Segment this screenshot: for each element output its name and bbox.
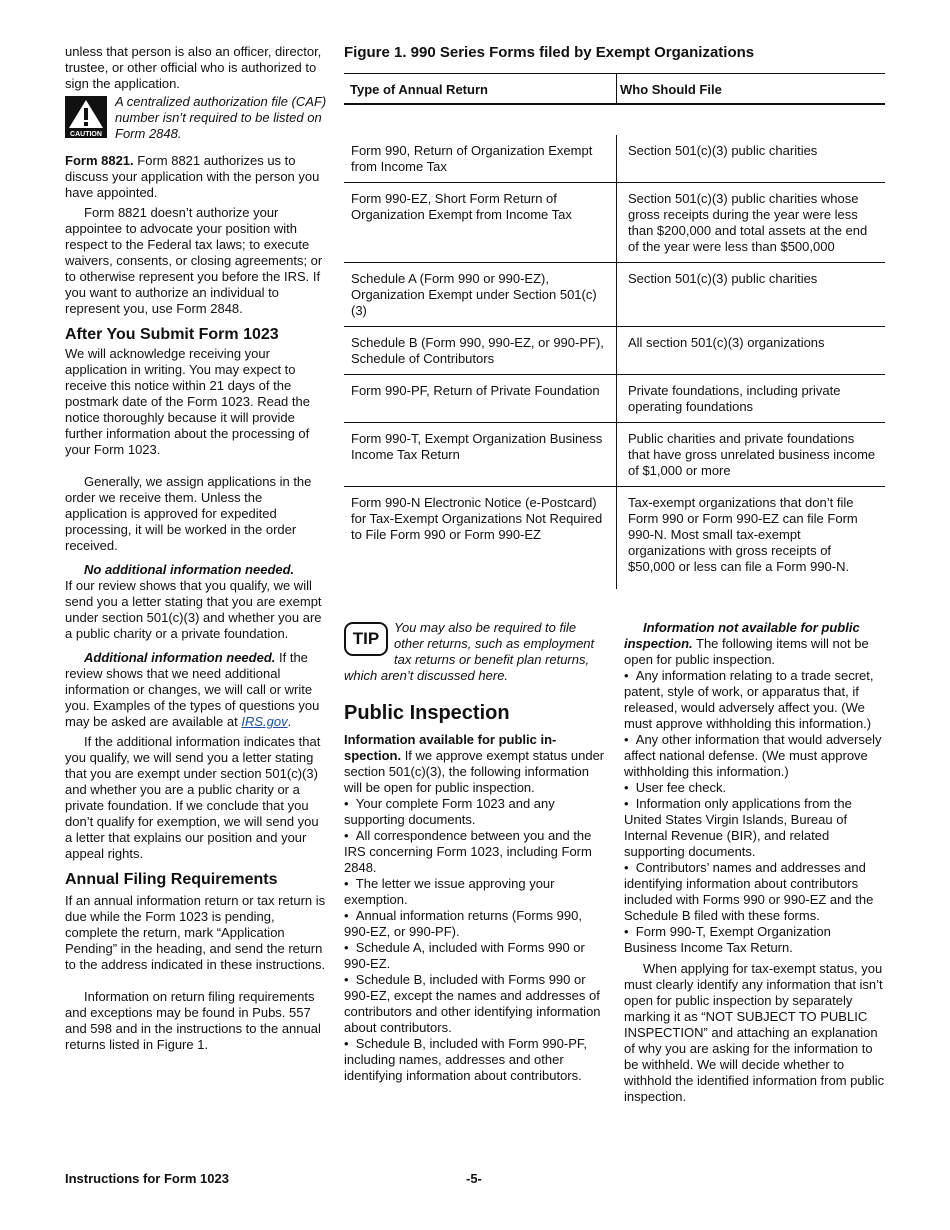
table-row <box>344 487 885 590</box>
list-item: • Any other information that would adversely affect national defense. (We must approve withholding this information.) <box>624 732 886 780</box>
not-available-text: The following items will not be open for public inspection. <box>624 636 869 667</box>
table-cell-who: Tax-exempt organizations that don’t file Form 990 or Form 990-EZ can file Form 990-N. Most small tax-exempt organizations with gross receipts of $50,000 or less can file a Form 990-N. <box>617 487 886 590</box>
form8821-paragraph <box>65 153 327 201</box>
table-cell-who: Section 501(c)(3) public charities <box>617 263 886 327</box>
after-submit-paragraph-1: We will acknowledge receiving your application in writing. You may expect to receive this notice within 21 days of the postmark date of the Form 1023. Read the notice thoroughly because it will provide further information about the processing of your Form 1023. <box>65 346 310 457</box>
table-spacer-row <box>344 104 885 135</box>
figure-1-table <box>344 73 885 589</box>
table-row <box>344 183 885 263</box>
list-item: • Any information relating to a trade secret, patent, style of work, or apparatus that, if released, would adversely affect you. (We must approve withholding this information.) <box>624 668 886 732</box>
table-row <box>344 263 885 327</box>
irs-gov-link[interactable]: IRS.gov <box>241 714 288 729</box>
list-item: • Form 990-T, Exempt Organization Business Income Tax Return. <box>624 924 886 956</box>
annual-filing-paragraph-1: If an annual information return or tax return is due while the Form 1023 is pending, complete the return, mark “Application Pending” in the heading, and send the return to the address indicated in these instructions. <box>65 893 326 972</box>
table-row <box>344 375 885 423</box>
figure-title: Figure 1. 990 Series Forms filed by Exempt Organizations <box>344 44 755 61</box>
table-cell-return: Schedule A (Form 990 or 990-EZ), Organization Exempt under Section 501(c)(3) <box>344 263 617 327</box>
annual-filing-heading: Annual Filing Requirements <box>65 871 278 888</box>
table-cell-who: Section 501(c)(3) public charities <box>617 135 886 183</box>
table-cell-who: Public charities and private foundations that have gross unrelated business income of $1,000 or more <box>617 423 886 487</box>
tip-icon: TIP <box>344 622 388 656</box>
intro-paragraph: unless that person is also an officer, director, trustee, or other official who is authorized to sign the application. <box>65 44 322 91</box>
after-submit-paragraph-2: Generally, we assign applications in the order we receive them. Unless the application is approved for expedited processing, it will be worked in the order received. <box>65 474 312 553</box>
tip-note <box>344 620 606 684</box>
no-additional-info-runin: No additional information needed. <box>84 562 295 577</box>
table-cell-who: Private foundations, including private operating foundations <box>617 375 886 423</box>
additional-info-text: If the review shows that we need additional information or changes, we will call or write you. Examples of the types of questions you may be asked are available at <box>65 650 320 729</box>
table-row <box>344 327 885 375</box>
middle-column <box>344 620 606 1084</box>
no-additional-info-text: If our review shows that you qualify, we will send you a letter stating that you are exempt under section 501(c)(3) and whether you are a public charity or a private foundation. <box>65 578 322 641</box>
table-cell-return: Form 990-EZ, Short Form Return of Organization Exempt from Income Tax <box>344 183 617 263</box>
table-cell-who: All section 501(c)(3) organizations <box>617 327 886 375</box>
no-additional-info-paragraph <box>65 562 327 642</box>
table-cell-return: Form 990-PF, Return of Private Foundation <box>344 375 617 423</box>
form8821-paragraph-2: Form 8821 doesn’t authorize your appointee to advocate your position with respect to the Federal tax laws; to execute waivers, consents, or closing agreements; or to otherwise represent you before the IRS. If you want to authorize an individual to represent you, use Form 2848. <box>65 205 323 316</box>
table-cell-return: Form 990-T, Exempt Organization Business Income Tax Return <box>344 423 617 487</box>
list-item: • Your complete Form 1023 and any supporting documents. <box>344 796 606 828</box>
list-item: • Information only applications from the United States Virgin Islands, Bureau of Internal Revenue (BIR), and related supporting documents. <box>624 796 886 860</box>
list-item: • All correspondence between you and the IRS concerning Form 1023, including Form 2848. <box>344 828 606 876</box>
available-info-paragraph <box>344 732 606 796</box>
public-inspection-heading: Public Inspection <box>344 702 510 724</box>
additional-info-paragraph <box>65 650 327 730</box>
available-info-text: If we approve exempt status under section 501(c)(3), the following information will be open for public inspection. <box>344 748 605 795</box>
tip-text: You may also be required to file other returns, such as employment tax returns or benefit plan returns, which aren’t discussed here. <box>344 620 595 683</box>
table-cell-return: Schedule B (Form 990, 990-EZ, or 990-PF), Schedule of Contributors <box>344 327 617 375</box>
footer-form-title: Instructions for Form 1023 <box>65 1171 229 1186</box>
caution-text: A centralized authorization file (CAF) number isn’t required to be listed on Form 2848. <box>115 94 327 141</box>
closing-paragraph: When applying for tax-exempt status, you must clearly identify any information that isn’t open for public inspection by separately marking it as “NOT SUBJECT TO PUBLIC INSPECTION” and attaching an explanation of why you are asking for the information to be withheld. We will decide whether to withhold the identified information from public inspection. <box>624 961 885 1104</box>
list-item: • User fee check. <box>624 780 886 796</box>
list-item: • Schedule A, included with Forms 990 or 990-EZ. <box>344 940 606 972</box>
column-header-type: Type of Annual Return <box>344 74 617 105</box>
table-header-row <box>344 74 885 105</box>
form8821-runin: Form 8821. <box>65 153 134 168</box>
not-available-paragraph <box>624 620 886 668</box>
list-item: • The letter we issue approving your exemption. <box>344 876 606 908</box>
table-row <box>344 135 885 183</box>
page-number: -5- <box>466 1171 482 1186</box>
list-item: • Contributors’ names and addresses and identifying information about contributors included with Forms 990 or 990-EZ and the Schedule B filed with these forms. <box>624 860 886 924</box>
caution-label: CAUTION <box>70 131 102 138</box>
not-available-runin: Information not available for public inspection. <box>624 620 860 651</box>
list-item: • Schedule B, included with Form 990-PF, including names, addresses and other identifying information about contributors. <box>344 1036 606 1084</box>
caution-note <box>65 94 327 142</box>
left-column <box>65 44 327 1053</box>
table-cell-return: Form 990, Return of Organization Exempt from Income Tax <box>344 135 617 183</box>
table-cell-who: Section 501(c)(3) public charities whose gross receipts during the year were less than $200,000 and total assets at the end of the year were less than $500,000 <box>617 183 886 263</box>
additional-info-period: . <box>287 714 292 729</box>
additional-info-paragraph-2: If the additional information indicates that you qualify, we will send you a letter stating that you are exempt under section 501(c)(3) and whether you are a public charity or a private foundation. If we conclude that you don’t qualify for exemption, we will send you a letter that explains our position and your appeal rights. <box>65 734 321 861</box>
form8821-text: Form 8821 authorizes us to discuss your application with the person you have appointed. <box>65 153 320 200</box>
additional-info-runin: Additional information needed. <box>84 650 276 665</box>
annual-filing-paragraph-2: Information on return filing requirements and exceptions may be found in Pubs. 557 and 598 and in the instructions to the annual returns listed in Figure 1. <box>65 989 321 1052</box>
list-item: • Schedule B, included with Forms 990 or 990-EZ, except the names and addresses of contributors and other identifying information about contributors. <box>344 972 606 1036</box>
right-column <box>624 620 886 1105</box>
table-cell-return: Form 990-N Electronic Notice (e-Postcard) for Tax-Exempt Organizations Not Required to File Form 990 or Form 990-EZ <box>351 495 603 542</box>
caution-icon <box>65 96 107 138</box>
table-row <box>344 423 885 487</box>
available-info-runin: Information available for public in-spection. <box>344 732 557 763</box>
list-item: • Annual information returns (Forms 990, 990-EZ, or 990-PF). <box>344 908 606 940</box>
column-header-who: Who Should File <box>617 74 886 105</box>
after-submit-heading: After You Submit Form 1023 <box>65 326 279 343</box>
